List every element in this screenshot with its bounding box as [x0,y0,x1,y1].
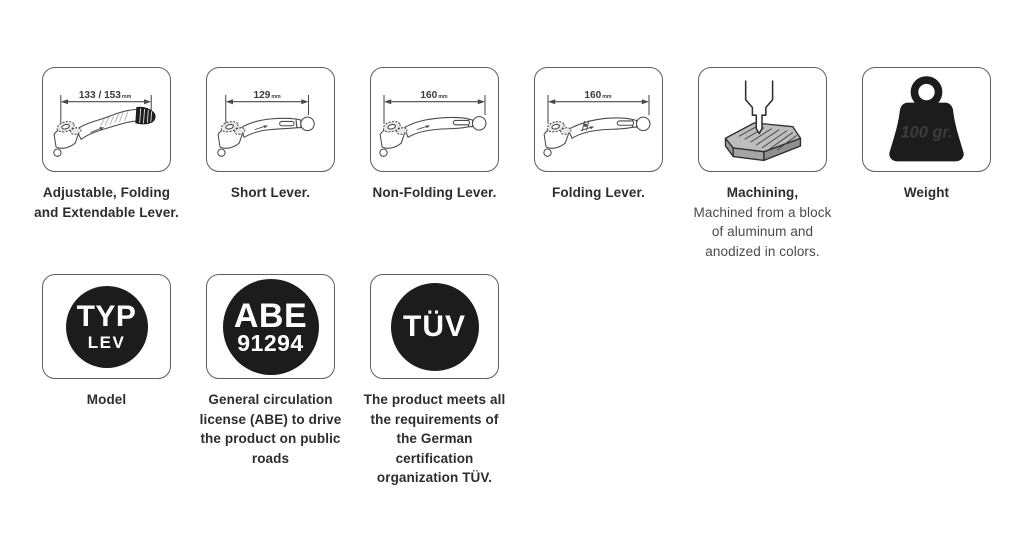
badge-abe-number: 91294 [237,329,304,356]
card-non-folding-lever [370,67,499,203]
machining-box [698,67,827,172]
card-model [42,274,171,410]
tuv-badge-icon [391,283,479,371]
dimension-label: 160mm [420,89,448,101]
dimension-label: 133 / 153mm [78,89,132,101]
abe-caption: General circulation license (ABE) to drive the product on public roads [199,392,342,466]
card-weight [862,67,991,203]
feature-grid [34,67,991,488]
non-folding-lever-box [370,67,499,172]
tuv-caption: The product meets all the requirements of the German certification organization TÜV. [363,392,506,485]
short-lever-caption: Short Lever. [230,185,311,200]
dimension-label: 129mm [253,89,281,101]
typ-lev-badge-icon [66,286,148,368]
card-machining [693,67,832,261]
model-box [42,274,171,379]
card-abe [199,274,342,468]
tuv-box [370,274,499,379]
abe-box [206,274,335,379]
weight-value-label: 100 gr. [900,123,953,142]
dimension-label: 160mm [584,89,612,101]
non-folding-lever-icon [372,69,497,170]
adjustable-lever-box [42,67,171,172]
folding-lever-caption: Folding Lever. [552,185,645,200]
weight-caption: Weight [903,185,950,200]
machining-icon [700,69,825,170]
card-adjustable-lever [34,67,179,222]
weight-icon [864,69,989,170]
abe-badge-icon [223,279,319,375]
folding-lever-box [534,67,663,172]
adjustable-lever-icon [44,69,169,170]
feature-row-1 [34,67,991,261]
adjustable-lever-caption: Adjustable, Folding and Extendable Lever. [34,185,179,220]
badge-abe-text: ABE [233,296,308,335]
badge-lev-text: LEV [87,333,126,352]
folding-lever-icon [536,69,661,170]
badge-typ-text: TYP [76,300,137,333]
feature-row-2 [42,274,991,488]
short-lever-icon [208,69,333,170]
machining-caption: Machining, Machined from a block of aluminum and anodized in colors. [693,185,832,259]
card-short-lever [206,67,335,203]
card-folding-lever [534,67,663,203]
model-caption: Model [86,392,127,407]
card-tuv [363,274,506,488]
weight-box [862,67,991,172]
short-lever-box [206,67,335,172]
badge-tuv-text: TÜV [403,309,466,343]
non-folding-lever-caption: Non-Folding Lever. [372,185,497,200]
